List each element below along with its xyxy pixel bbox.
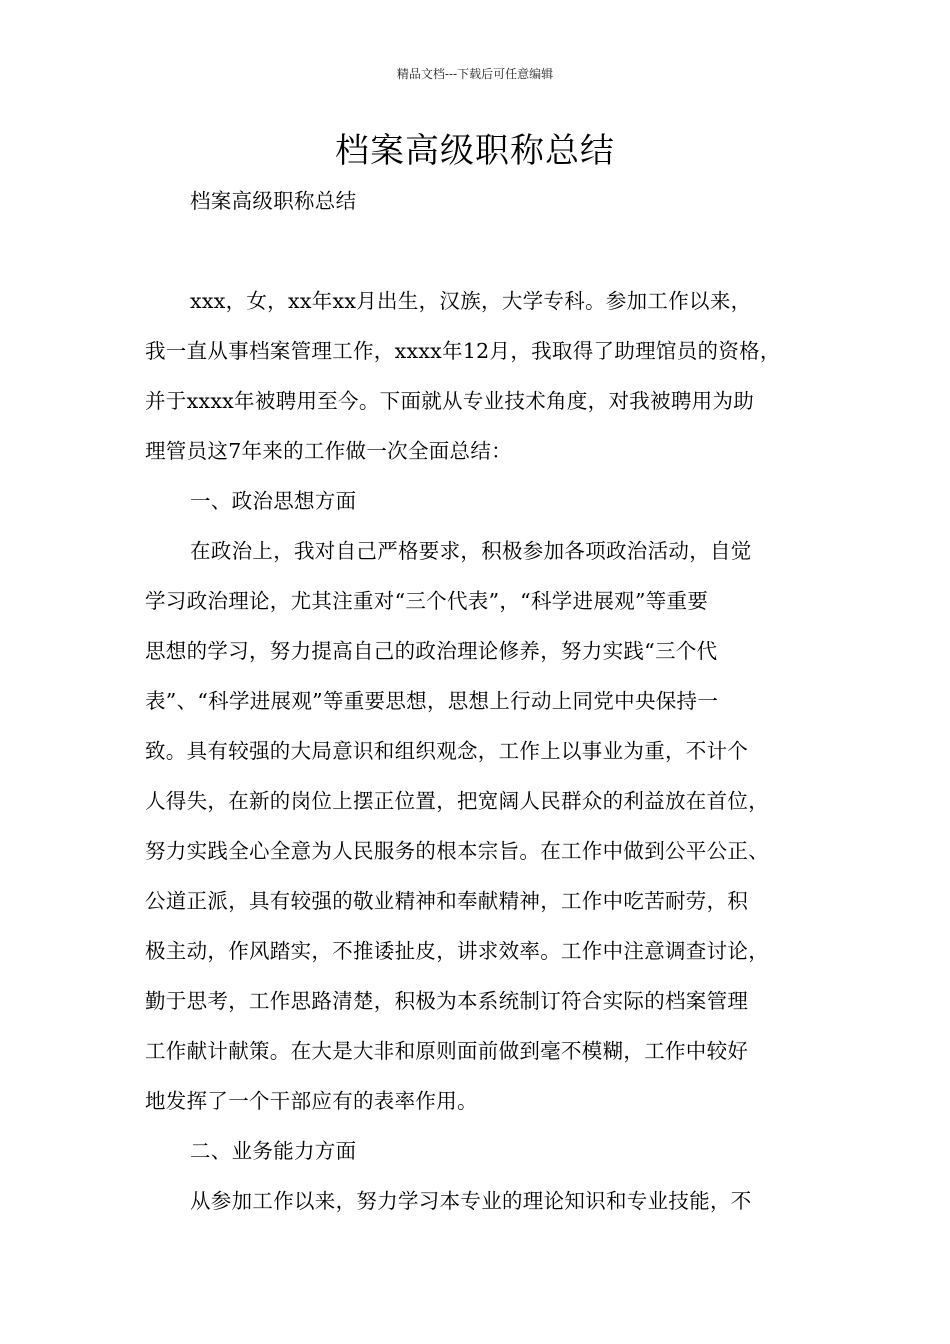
section-heading: 二、业务能力方面	[190, 1139, 357, 1163]
paragraph-line: 理管员这7年来的工作做一次全面总结：	[145, 439, 512, 463]
paragraph-line: 公道正派，具有较强的敬业精神和奉献精神，工作中吃苦耐劳，积	[145, 889, 749, 913]
paragraph-line: 我一直从事档案管理工作，xxxx年12月，我取得了助理馆员的资格，	[145, 339, 781, 363]
section-heading: 一、政治思想方面	[190, 489, 357, 513]
paragraph-line: 思想的学习，努力提高自己的政治理论修养，努力实践“三个代	[145, 639, 718, 663]
paragraph-line: 勤于思考，工作思路清楚，积极为本系统制订符合实际的档案管理	[145, 989, 749, 1013]
document-title: 档案高级职称总结	[335, 131, 615, 171]
paragraph-line: 地发挥了一个干部应有的表率作用。	[145, 1089, 478, 1113]
paragraph-line: 工作献计献策。在大是大非和原则面前做到毫不模糊，工作中较好	[145, 1039, 749, 1063]
paragraph-line: 极主动，作风踏实，不推诿扯皮，讲求效率。工作中注意调查讨论，	[145, 939, 769, 963]
paragraph-line: 并于xxxx年被聘用至今。下面就从专业技术角度，对我被聘用为助	[145, 389, 755, 413]
paragraph-line: 表”、“科学进展观”等重要思想，思想上行动上同党中央保持一	[145, 689, 719, 713]
header-note: 精品文档---下载后可任意编辑	[396, 67, 554, 81]
paragraph-line: 从参加工作以来，努力学习本专业的理论知识和专业技能，不	[190, 1189, 752, 1213]
document-subtitle: 档案高级职称总结	[190, 189, 357, 213]
paragraph-line: xxx，女，xx年xx月出生，汉族，大学专科。参加工作以来，	[190, 289, 752, 313]
paragraph-line: 学习政治理论，尤其注重对“三个代表”，“科学进展观”等重要	[145, 589, 709, 613]
paragraph-line: 努力实践全心全意为人民服务的根本宗旨。在工作中做到公平公正、	[145, 839, 769, 863]
paragraph-line: 人得失，在新的岗位上摆正位置，把宽阔人民群众的利益放在首位，	[145, 789, 769, 813]
paragraph-line: 在政治上，我对自己严格要求，积极参加各项政治活动，自觉	[190, 539, 752, 563]
paragraph-line: 致。具有较强的大局意识和组织观念，工作上以事业为重，不计个	[145, 739, 749, 763]
